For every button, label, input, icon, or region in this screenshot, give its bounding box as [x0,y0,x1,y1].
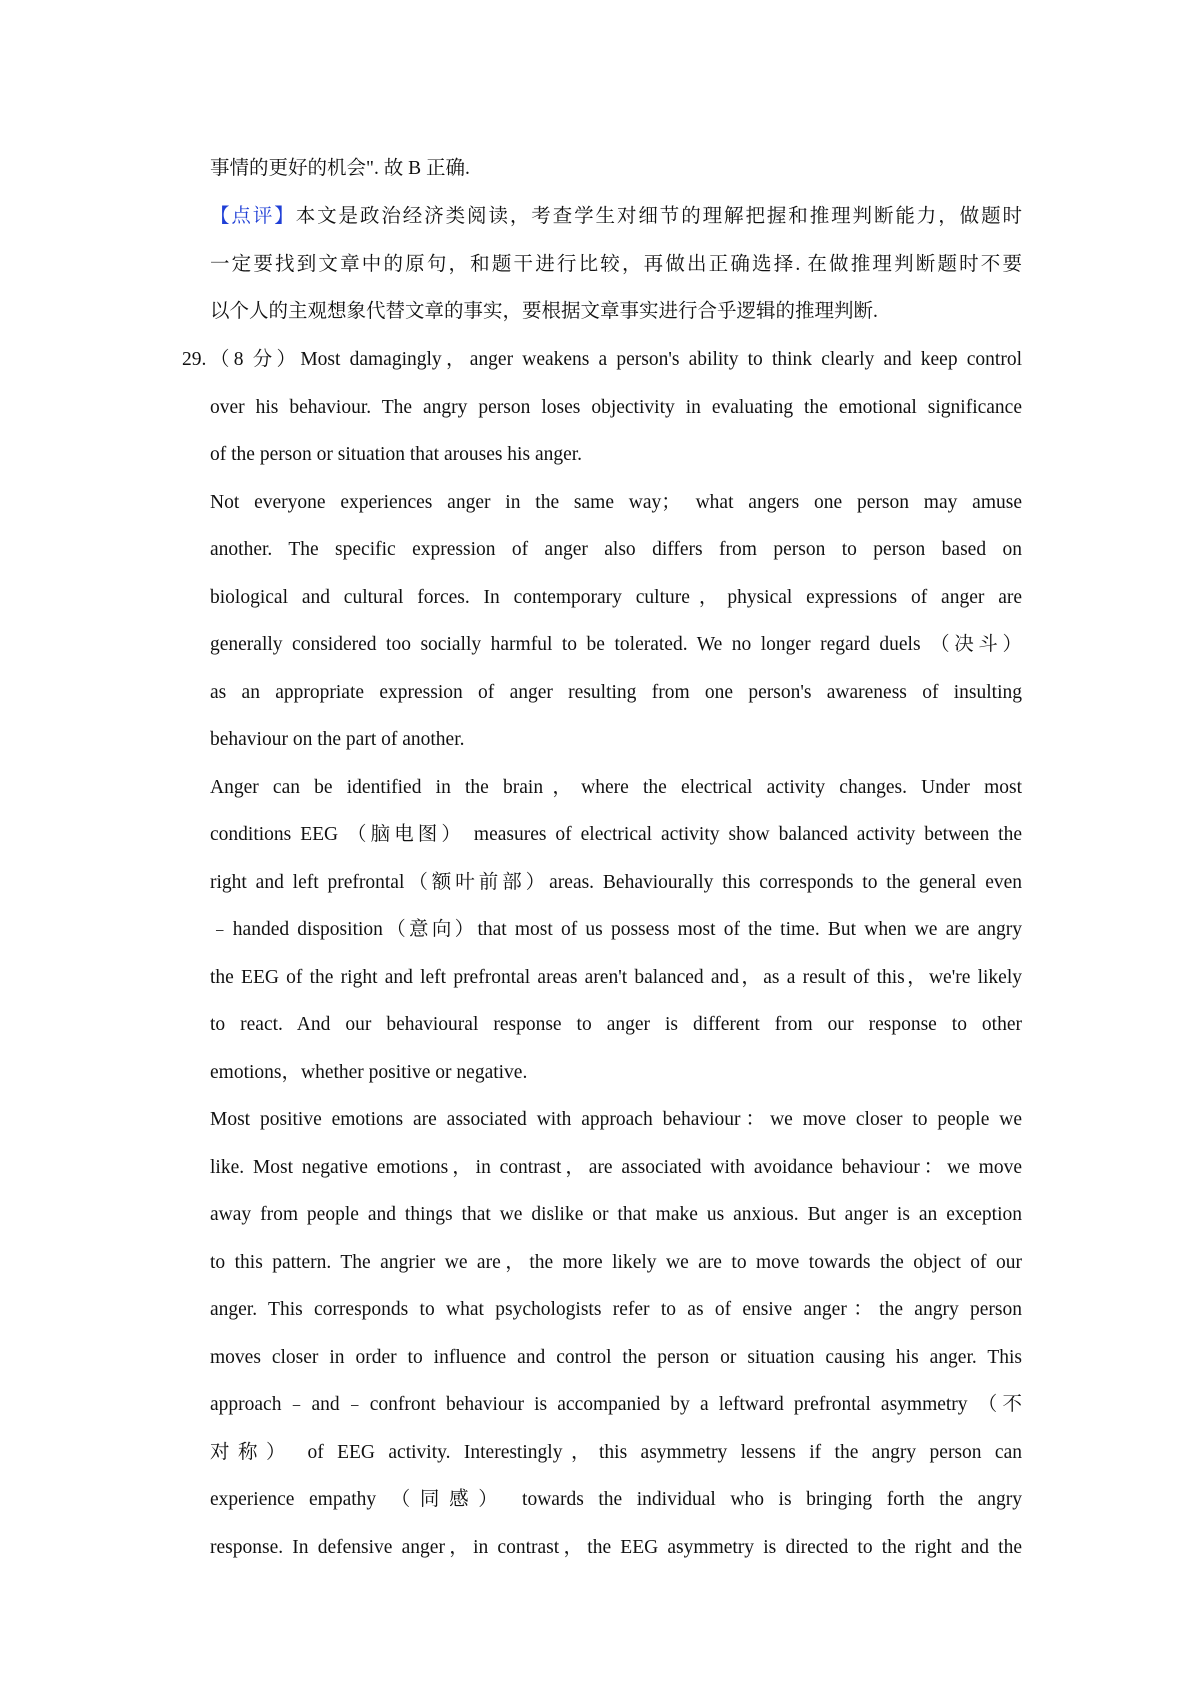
intro-tail-block [210,145,1022,193]
paragraph-4-line-4: to this pattern. The angrier we are，the more likely we are to move towards the object of our [210,1251,1022,1273]
paragraph-4-line-6: moves closer in order to influence and control the person or situation causing his anger. This [210,1346,1022,1368]
review-text-1: 本文是政治经济类阅读，考查学生对细节的理解把握和推理判断能力，做题时 [295,206,1022,227]
paragraph-2-line-3: biological and cultural forces. In contemporary culture，physical expressions of anger are [210,586,1022,608]
intro-tail-line: 事情的更好的机会". 故 B 正确. [210,158,470,179]
paragraph-2-line-1: Not everyone experiences anger in the same way； what angers one person may amuse [210,491,1022,513]
paragraph-1-line-1 [210,336,1022,384]
paragraph-4-line-5: anger. This corresponds to what psychologists refer to as of ensive anger：the angry person [210,1299,1022,1320]
review-line-3: 以个人的主观想象代替文章的事实，要根据文章事实进行合乎逻辑的推理判断. [210,301,878,322]
paragraph-2-line-6: behaviour on the part of another. [210,729,465,750]
paragraph-1-line-3: of the person or situation that arouses his anger. [210,444,583,465]
paragraph-4-line-9: experience empathy （同感） towards the individual who is bringing forth the angry [210,1489,1022,1510]
review-tag: 【点评】 [210,206,296,227]
paragraph-3-line-7: emotions，whether positive or negative. [210,1061,528,1083]
review-line-1 [210,193,1022,241]
paragraph-4-line-10: response. In defensive anger，in contrast，the EEG asymmetry is directed to the right and the [210,1536,1022,1558]
paragraph-2-line-5: as an appropriate expression of anger resulting from one person's awareness of insulting [210,681,1022,703]
question-score: （8 分） [210,349,301,370]
paragraph-4-line-3: away from people and things that we dislike or that make us anxious. But anger is an exception [210,1204,1022,1225]
paragraph-4-line-7: approach﹣and﹣confront behaviour is accompanied by a leftward prefrontal asymmetry （不 [210,1394,1022,1415]
paragraph-3-line-2: conditions EEG （脑电图） measures of electrical activity show balanced activity between the [210,824,1022,845]
paragraph-2-line-2: another. The specific expression of anger also differs from person to person based on [210,539,1022,560]
paragraph-3-line-3: right and left prefrontal（额叶前部）areas. Behaviourally this corresponds to the general even [210,871,1022,893]
paragraph-3-line-5: the EEG of the right and left prefrontal areas aren't balanced and，as a result of this，we're likely [210,966,1022,988]
paragraph-1-line-2: over his behaviour. The angry person loses objectivity in evaluating the emotional significance [210,396,1022,418]
paragraph-4-line-8: 对称） of EEG activity. Interestingly，this asymmetry lessens if the angry person can [210,1441,1022,1463]
paragraph-4-line-1: Most positive emotions are associated with approach behaviour：we move closer to people we [210,1109,1022,1130]
question-paragraph-4 [210,1096,1022,1571]
paragraph-3-line-4: ﹣handed disposition（意向）that most of us possess most of the time. But when we are angry [210,919,1022,940]
review-line-2: 一定要找到文章中的原句，和题干进行比较，再做出正确选择. 在做推理判断题时不要 [210,253,1022,275]
paragraph-3-line-6: to react. And our behavioural response to anger is different from our response to other [210,1014,1022,1035]
paragraph-1-text-1: Most damagingly，anger weakens a person's ability to think clearly and keep control [300,349,1022,370]
review-block [210,193,1022,336]
paragraph-4-line-2: like. Most negative emotions，in contrast，are associated with avoidance behaviour：we move [210,1156,1022,1178]
paragraph-2-line-4: generally considered too socially harmful to be tolerated. We no longer regard duels （决斗） [210,634,1022,655]
question-paragraph-2 [210,479,1022,764]
question-paragraph-1 [210,336,1022,479]
question-number: 29. [182,349,207,370]
paragraph-3-line-1: Anger can be identified in the brain，where the electrical activity changes. Under most [210,776,1022,798]
question-paragraph-3 [210,764,1022,1097]
